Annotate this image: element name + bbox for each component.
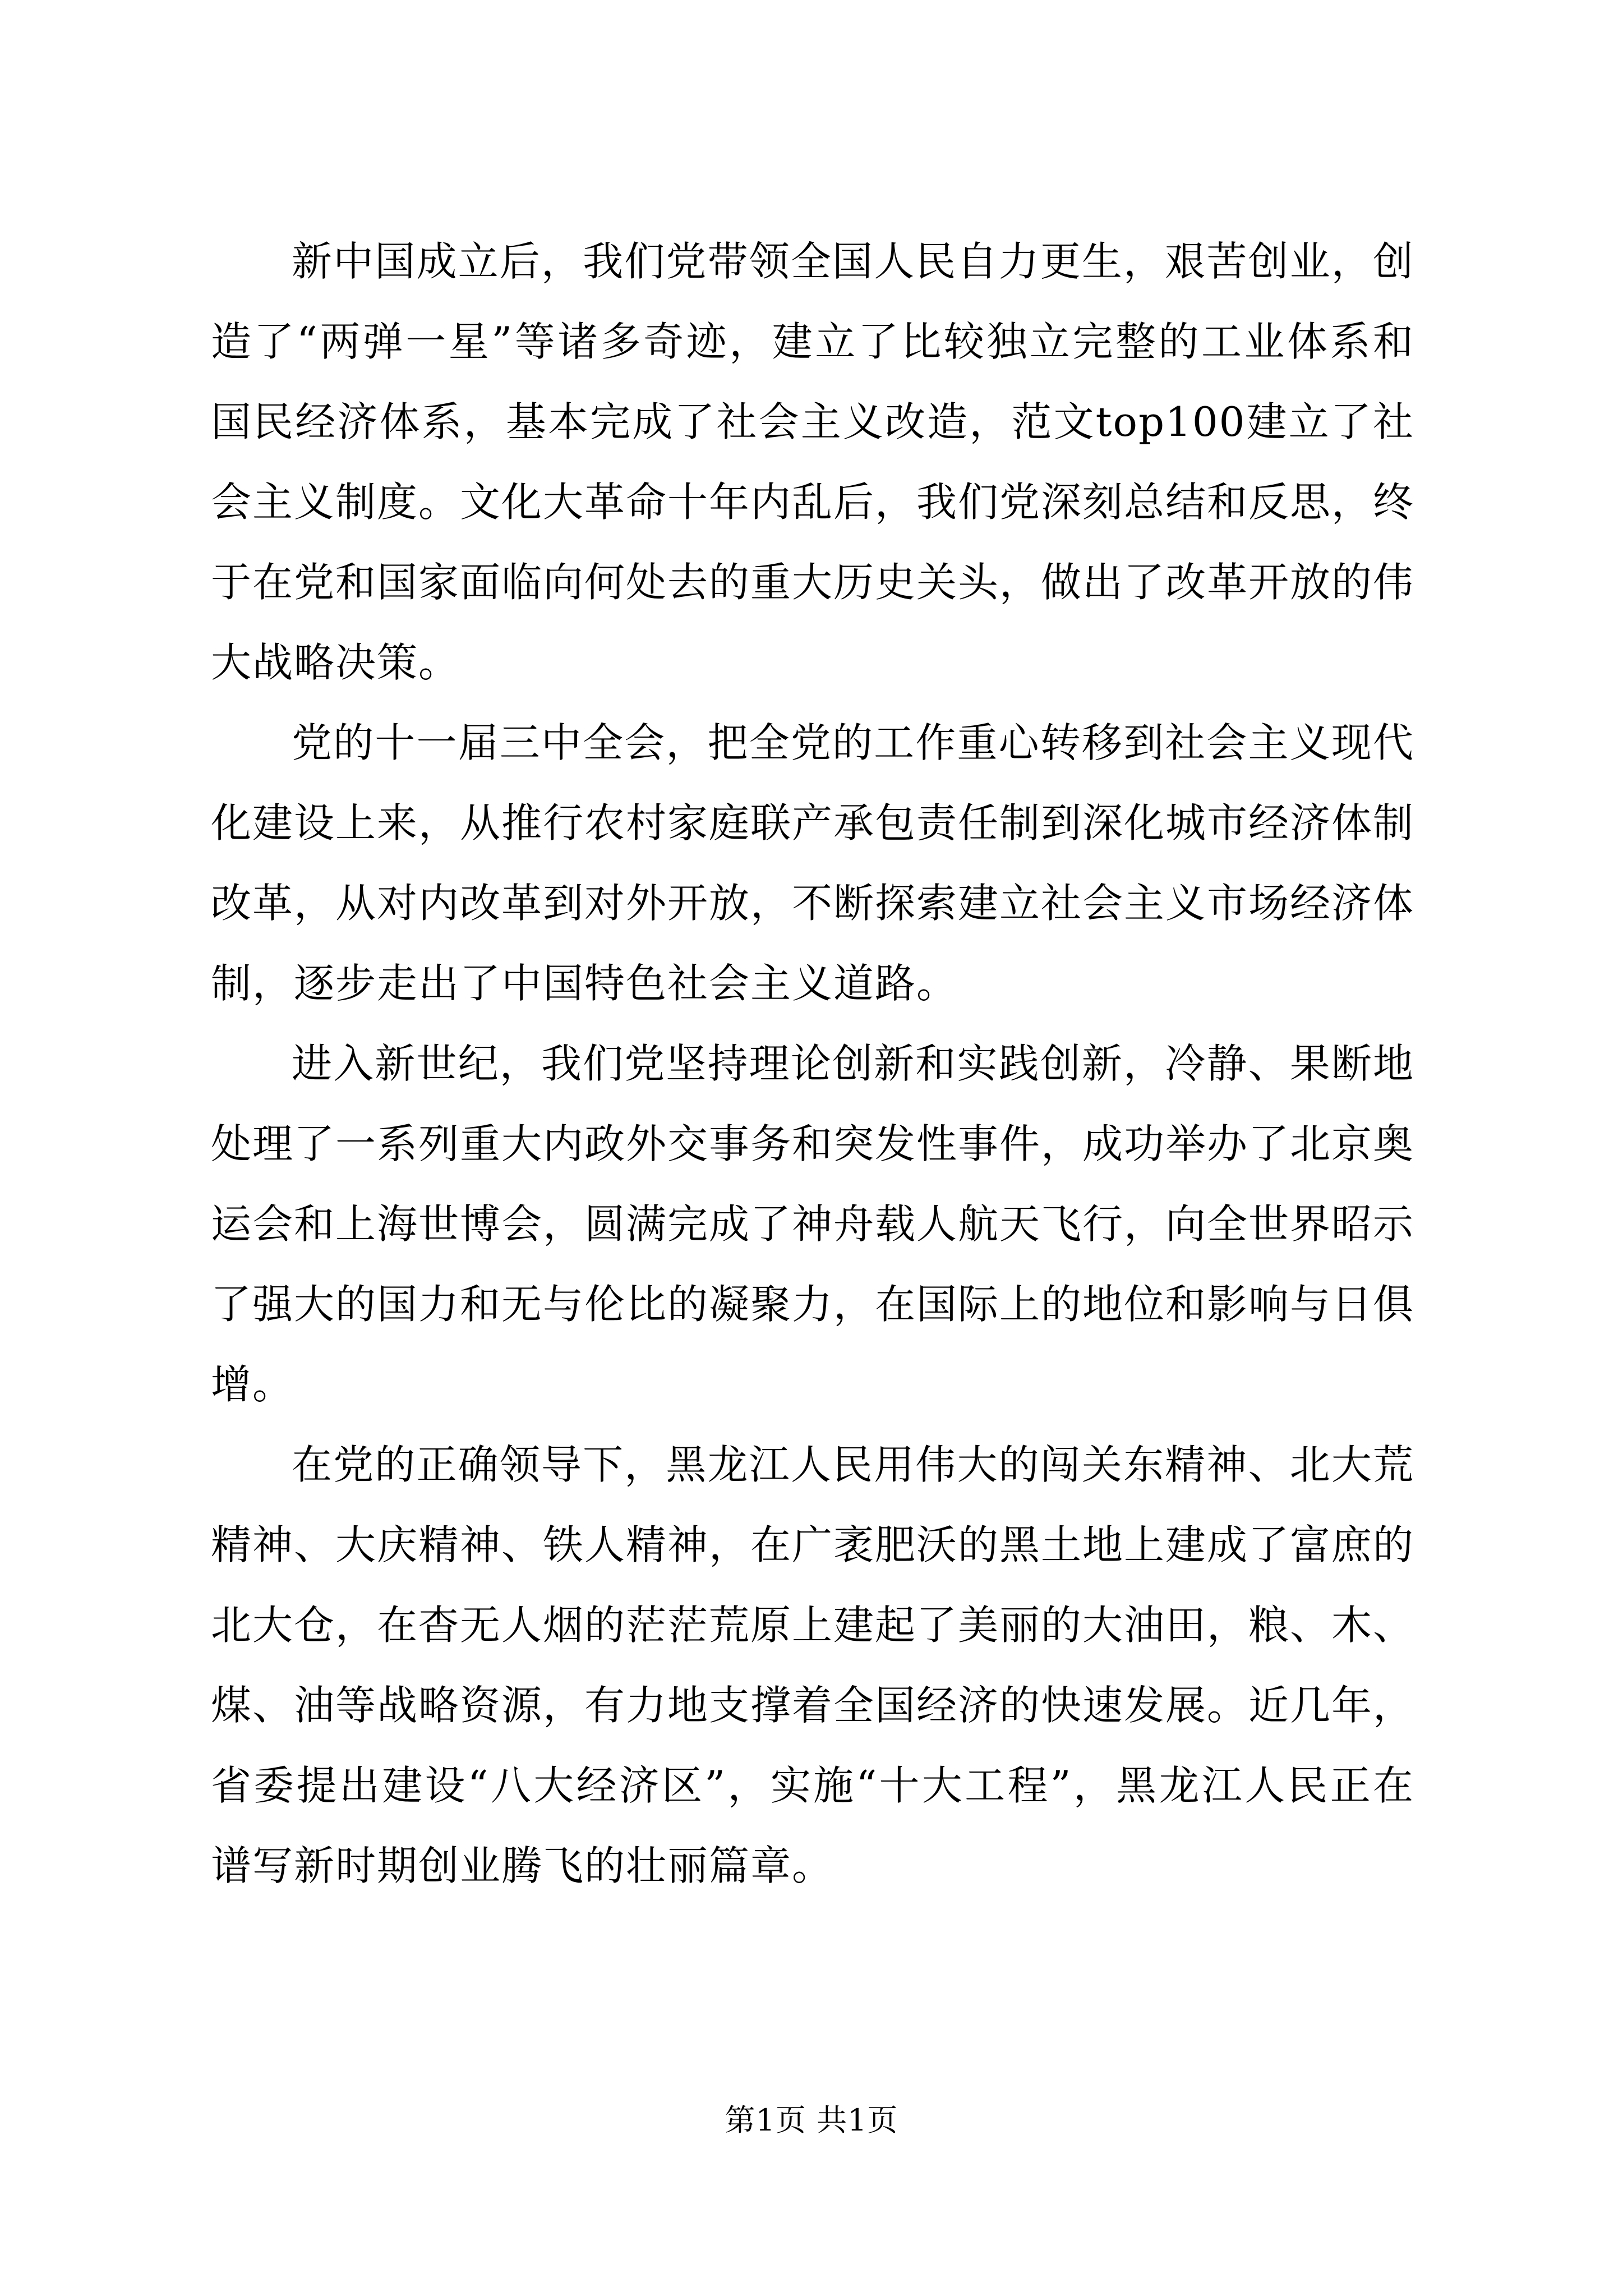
paragraph-4: 在党的正确领导下，黑龙江人民用伟大的闯关东精神、北大荒精神、大庆精神、铁人精神，在广袤肥沃的黑土地上建成了富庶的北大仓，在杳无人烟的茫茫荒原上建起了美丽的大油田，粮、木、煤、油等战略资源，有力地支撑着全国经济的快速发展。近几年，省委提出建设“八大经济区”，实施“十大工程”，黑龙江人民正在谱写新时期创业腾飞的壮丽篇章。 (211, 1441, 1415, 1889)
paragraph-2: 党的十一届三中全会，把全党的工作重心转移到社会主义现代化建设上来，从推行农村家庭联产承包责任制到深化城市经济体制改革，从对内改革到对外开放，不断探索建立社会主义市场经济体制，逐步走出了中国特色社会主义道路。 (211, 719, 1415, 1007)
paragraph-3: 进入新世纪，我们党坚持理论创新和实践创新，冷静、果断地处理了一系列重大内政外交事务和突发性事件，成功举办了北京奥运会和上海世博会，圆满完成了神舟载人航天飞行，向全世界昭示了强大的国力和无与伦比的凝聚力，在国际上的地位和影响与日俱增。 (211, 1040, 1415, 1408)
paragraph-1: 新中国成立后，我们党带领全国人民自力更生，艰苦创业，创造了“两弹一星”等诸多奇迹，建立了比较独立完整的工业体系和国民经济体系，基本完成了社会主义改造，范文top100建立了社会主义制度。文化大革命十年内乱后，我们党深刻总结和反思，终于在党和国家面临向何处去的重大历史关头，做出了改革开放的伟大战略决策。 (211, 238, 1415, 686)
document-body (211, 222, 1414, 1906)
page-footer: 第1页 共1页 (725, 2102, 898, 2138)
